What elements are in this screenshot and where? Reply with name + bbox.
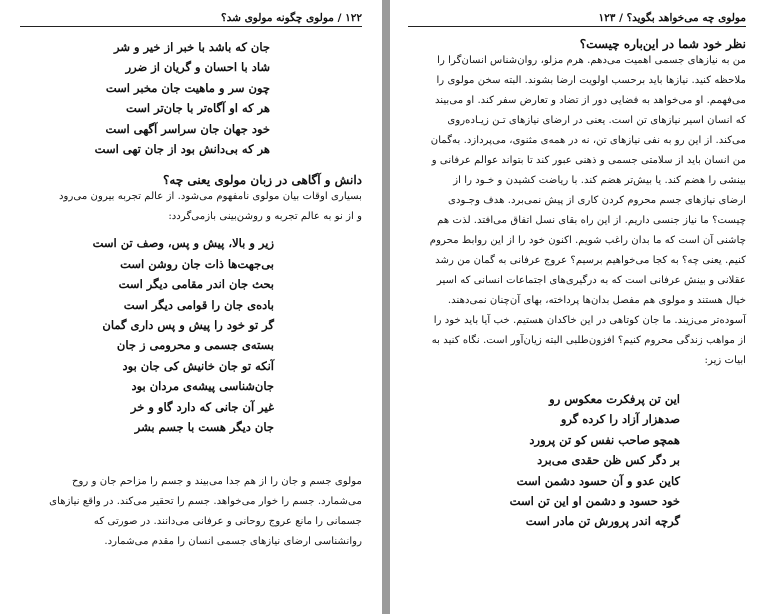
paragraph-line: می‌شمارد. جسم را خوار می‌خواهد. جسم را تحقیر می‌کند. در واقع نیازهای (49, 495, 362, 507)
paragraph-line: بینشی را هضم کند. یا بیش‌تر هضم کند. با ریاضت کشیدن و خـود را از (453, 175, 746, 186)
paragraph-line: از مواهب زندگی محروم کنیم؟ افزون‌طلبی البته زیان‌آور است. نگاه کنید به (431, 335, 746, 346)
verse-line: بسته‌ی جسمی و محرومی ز جان (116, 338, 274, 353)
verse-line: جان که باشد با خبر از خیر و شر (114, 40, 270, 54)
section-heading: دانش و آگاهی در زبان مولوی یعنی چه؟ (163, 173, 362, 188)
paragraph-line: عقلانی و بینش عرفانی است که به درگیری‌های اجتماعات انسانی که اسیر (436, 275, 746, 286)
verse-line: خود حسود و دشمن او این تن است (509, 494, 680, 509)
verse-block (408, 389, 680, 532)
paragraph-line: من به نیازهای جسمی اهمیت می‌دهم. هرم مزلو، روان‌شناس انسان‌گرا را (437, 55, 746, 66)
verse-line: این تن پرفکرت معکوس رو (549, 392, 680, 406)
verse-line: جان‌شناسی پیشه‌ی مردان بود (131, 379, 274, 394)
paragraph-line: جسمانی را مانع عروج روحانی و عرفانی می‌دانند. در صورتی که (93, 515, 362, 527)
verse-line: گر تو خود را پیش و پس داری گمان (102, 318, 274, 333)
section-heading: نظر خود شما در این‌باره چیست؟ (579, 37, 746, 51)
paragraph-line: بسیاری اوقات بیان مولوی نامفهوم می‌شود. از عالم تجربه بیرون می‌رود (59, 191, 362, 203)
paragraph-line: چیست؟ ما نیاز جنسی داریم. از این راه بقای نسل اتفاق می‌افتد. لذت هم (437, 215, 746, 226)
verse-line: آنکه تو جان خانیش کی جان بود (122, 358, 274, 373)
paragraph-line: و از نو به عالم تجربه و روشن‌بینی بازمی‌گردد: (168, 211, 362, 223)
verse-line: جان دیگر هست با جسم بشر (134, 420, 274, 435)
verse-line: بحث جان اندر مقامی دیگر است (118, 277, 274, 292)
paragraph-line: ارضای نیازهای جسم محروم کردن کاری از پیش نمی‌برد. هدف وجـودی (448, 195, 746, 206)
verse-block (20, 233, 274, 437)
verse-line: بی‌جهت‌ها ذات جان روشن است (120, 256, 274, 271)
verse-line: خود جهان جان سراسر آگهی است (105, 121, 270, 136)
left-page (0, 0, 382, 614)
paragraph-line: ابیات زیر: (704, 355, 746, 366)
verse-line: غیر آن جانی که دارد گاو و خر (130, 399, 274, 414)
verse-line: باده‌ی جان را قوامی دیگر است (123, 297, 274, 312)
paragraph-line: مولوی جسم و جان را از هم جدا می‌بیند و جسم را مزاحم جان و روح (71, 475, 362, 487)
paragraph-line: چاشنی آن است که ما بدان راغب شویم. اکنون خود را از این روابط محروم (429, 235, 746, 246)
paragraph-line: خیال هستند و مولوی هم مفصل بدان‌ها پرداخته، بهای آن‌چنان نمی‌دهند. (447, 295, 746, 306)
paragraph-line: روانشناسی ارضای نیازهای جسمی انسان را مقدم می‌شمارد. (104, 535, 362, 547)
verse-line: بر دگر کس ظن حقدی می‌برد (537, 453, 680, 468)
paragraph-line: می‌فهمم. او می‌خواهد به فضایی دور از تضاد و تعارض سفر کند. او می‌بیند (434, 95, 746, 106)
verse-line: زیر و بالا، پیش و پس، وصف تن است (92, 236, 274, 251)
paragraph-line: می‌کند. از این رو به نفی نیازهای تن، نه در همه‌ی مثنوی، می‌پردازد. به‌گمان (430, 135, 746, 146)
verse-line: شاد با احسان و گریان از ضرر (125, 60, 270, 75)
paragraph-line: من انسان باید از سلامتی جسمی و ذهنی عبور کند تا بتواند عوالم عرفانی و (431, 155, 746, 166)
page-header: ۱۲۲ / مولوی چگونه مولوی شد؟ (221, 12, 362, 24)
right-page (390, 0, 768, 614)
page-header: مولوی چه می‌خواهد بگوید؟ / ۱۲۳ (598, 12, 746, 24)
header-divider (408, 26, 746, 27)
intro-paragraph (20, 187, 362, 227)
paragraph-line: که انسان اسیر نیازهای تن است. یعنی در ارضای نیازهای تـن زیـاده‌روی (447, 115, 746, 126)
verse-line: کاین عدو و آن حسود دشمن است (516, 473, 680, 488)
verse-line: هر که او آگاه‌تر با جان‌تر است (126, 101, 270, 116)
verse-line: چون سر و ماهیت جان مخبر است (105, 80, 270, 95)
verse-line: گرچه اندر پرورش تن مادر است (525, 514, 680, 529)
verse-block (20, 37, 270, 159)
verse-line: هر که بی‌دانش بود از جان تهی است (94, 142, 270, 157)
body-paragraph (408, 51, 746, 371)
paragraph-line: کنیم. یعنی چه؟ به کجا می‌خواهیم برسیم؟ عروج عرفانی به گمان من رشد (435, 255, 746, 266)
verse-line: صدهزار آزاد را کرده گرو (560, 412, 680, 427)
paragraph-line: ملاحظه کنید. نیازها باید برحسب اولویت ارضا بشوند. البته سخن مولوی را (436, 75, 746, 86)
verse-line: همچو صاحب نفس کو تن پرورد (529, 432, 680, 447)
closing-paragraph (20, 472, 362, 552)
header-divider (20, 26, 362, 27)
paragraph-line: آسوده‌تر می‌زیند. ما جان کوتاهی در این خاکدان هستیم. خب آیا باید خود را (433, 315, 746, 326)
